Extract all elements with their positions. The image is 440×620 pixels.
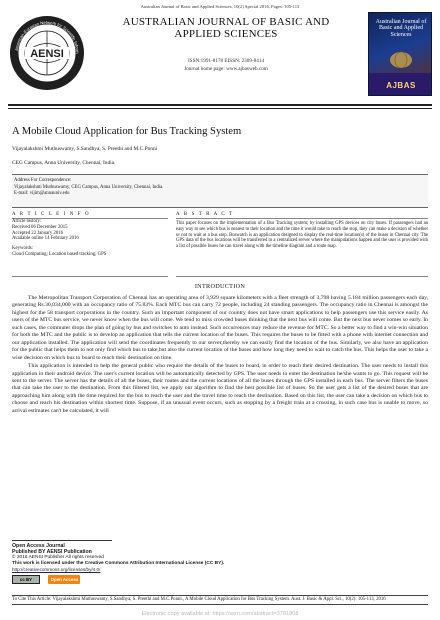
masthead-rule xyxy=(8,104,432,106)
ssrn-watermark: Electronic copy available at: https://ssrn.com/abstract=3781808 xyxy=(141,611,299,617)
logo-text: AENSI xyxy=(30,48,64,60)
oa-badges xyxy=(12,575,428,585)
received-date: Received 06 December 2015 xyxy=(12,224,68,230)
abstract-text: This paper focuses on the implementation of a Bus Tracking system; by installing GPS devices on city buses. If passengers had an easy way to see which bus is nearest to their location and the time it would take to reach the stop, they can make a decision of whether or not to wait at a bus stop. Buswatch is an application designed to display the real-time location(s) of the buses in Chennai city. The GPS data of the bus locations will be transferred to a centralized server where the manipulations happen and the user is provided with a list of possible buses he can travel along with the timeline diagram and a route map. xyxy=(176,221,429,250)
header-citation: Australian Journal of Basic and Applied Sciences, 10(2) Special 2016, Pages: 105-113 xyxy=(140,4,300,9)
oa-title-1: Open Access Journal xyxy=(12,543,65,549)
oa-license: This work is licensed under the Creative Commons Attribution International License (CC BY). xyxy=(12,561,225,567)
journal-home: Journal home page: www.ajbasweb.com xyxy=(184,66,268,72)
article-title: A Mobile Cloud Application for Bus Tracking System xyxy=(12,126,242,137)
oa-license-link[interactable]: http://creativecommons.org/licenses/by/4.0/ xyxy=(12,567,101,573)
article-info xyxy=(12,212,168,258)
available-date: Available online 14 February 2016 xyxy=(12,236,79,242)
abstract-bottom-rule xyxy=(176,276,428,277)
abstract xyxy=(176,212,428,250)
correspondence-label: Address For Correspondence: xyxy=(14,178,72,183)
cc-by-badge[interactable]: cc BY xyxy=(12,575,40,584)
aensi-logo xyxy=(8,14,86,92)
journal-cover xyxy=(368,12,432,96)
authors: Vijayalakshmi Muthuswamy, S.Sandhya, S. Preethi and M.C.Ponni xyxy=(12,146,158,152)
journal-title-line2: APPLIED SCIENCES xyxy=(174,28,278,40)
journal-block xyxy=(96,16,356,72)
keywords: Cloud Computing; Location based tracking; GPS xyxy=(12,251,107,257)
open-access-badge[interactable]: Open Access xyxy=(48,575,80,584)
correspondence-email: E-mail: vijim@annauniv.edu xyxy=(14,191,70,197)
history-label: Article history: xyxy=(12,219,42,224)
accepted-date: Accepted 22 January 2016 xyxy=(12,230,64,236)
oa-copyright: © 2016 AENSI Publisher All rights reserved xyxy=(12,555,104,561)
open-access-block xyxy=(12,543,428,585)
keywords-label: Keywords: xyxy=(12,246,34,252)
introduction-body xyxy=(12,295,428,416)
oa-title-2: Published BY AENSI Publication xyxy=(12,549,92,556)
cite-box: To Cite This Article: Vijayalakshmi Muthuswamy, S.Sandhya, S. Preethi and M.C.Ponni., A Mobile Cloud Application for Bus Tracking System. Aust. J. Basic & Appl. Sci., 10(2): 105-113, 2016 xyxy=(12,595,428,605)
introduction-heading: INTRODUCTION xyxy=(194,283,246,290)
masthead-rule-lower xyxy=(8,108,432,109)
correspondence-address: Vijayalakshmi Muthuswamy, CEG Campus, Anna University, Chennai, India. xyxy=(14,184,164,190)
issn: ISSN:1991-8178 EISSN: 2309-8414 xyxy=(187,58,265,64)
masthead xyxy=(8,12,432,98)
journal-title-line1: AUSTRALIAN JOURNAL OF BASIC AND xyxy=(122,16,330,28)
correspondence-box xyxy=(12,174,428,208)
article-info-heading: A R T I C L E I N F O xyxy=(12,212,168,219)
affiliation: CEG Campus, Anna University, Chennai, India. xyxy=(12,160,116,166)
intro-paragraph-1: The Metropolitan Transport Corporation of Chennai has an operating area of 3,929 square kilometers with a fleet strength of 3,798 having 5.184 million passengers each day, generating Rs.30,034,000 with an occupancy ratio of 75.83%. Each MTC bus can carry 72 people, including 24 standing passengers. The occupancy ratio in Chennai is amongst the highest for the 58 transport corporations in the country. Such an important component of our country does not have smart applications to help passengers use this service easily. As users of the MTC bus service, we never know when the bus will come. We tend to miss crowded buses thinking that the next bus will come. But the next bus never comes so early. In such cases, the commuter drops the plan of going by bus and switches to auto instead. Such occurrences may reduce the revenue for MTC. So a better way to find a win-win situation for both the MTC and the public is to develop an application that tells the current location of the buses. This requires the buses to be fitted with a phone with internet connection and our application installed. The application will send the coordinates frequently to our server,thereby we can easily find the location of the bus. Similarly, we also have an application for the public that helps them to not only find which bus to take,but also the current location of the buses and how long they need to wait to catch the bus. This helps the user to take a wise decision on which bus to board to reach their destination on time. xyxy=(12,295,428,361)
open-access-rule xyxy=(12,540,112,541)
logo-ring-text: American-Eurasian Network for Scientific Inform xyxy=(14,19,81,54)
abstract-heading: A B S T R A C T xyxy=(176,212,428,219)
cover-logo: AJBAS xyxy=(386,81,416,90)
cover-title: Australian Journal of Basic and Applied Sciences xyxy=(375,19,427,38)
cover-globe-icon xyxy=(389,51,413,69)
intro-paragraph-2: This application is intended to help the general public who require the details of the buses to board, in order to reach their desired destination. The user needs to install this application in their android device. The user's current location will be automatically detected by GPS. The user needs to enter the destination he/she wants to go. This request will be sent to the server. The server has the details of all the buses, their routes and the current locations of all the buses through the GPS installed in each bus. The server filters the buses that can take the user to the destination. From this filtered list, we apply our algorithm to find the best possible list of buses. So the user gets a list of the desired buses that are approaching him along with the time required for the bus to reach the user and the travel time to reach the destination. Based on this list, the user can take a decision on which bus to choose and reach his destination within shortest time. Suppose, if an unusual event occurs, such as stopping by a freight train at a crossing, in such case bus is unable to move, so arrival estimates can't be calculated, it will xyxy=(12,363,428,414)
info-bottom-rule xyxy=(12,276,168,277)
